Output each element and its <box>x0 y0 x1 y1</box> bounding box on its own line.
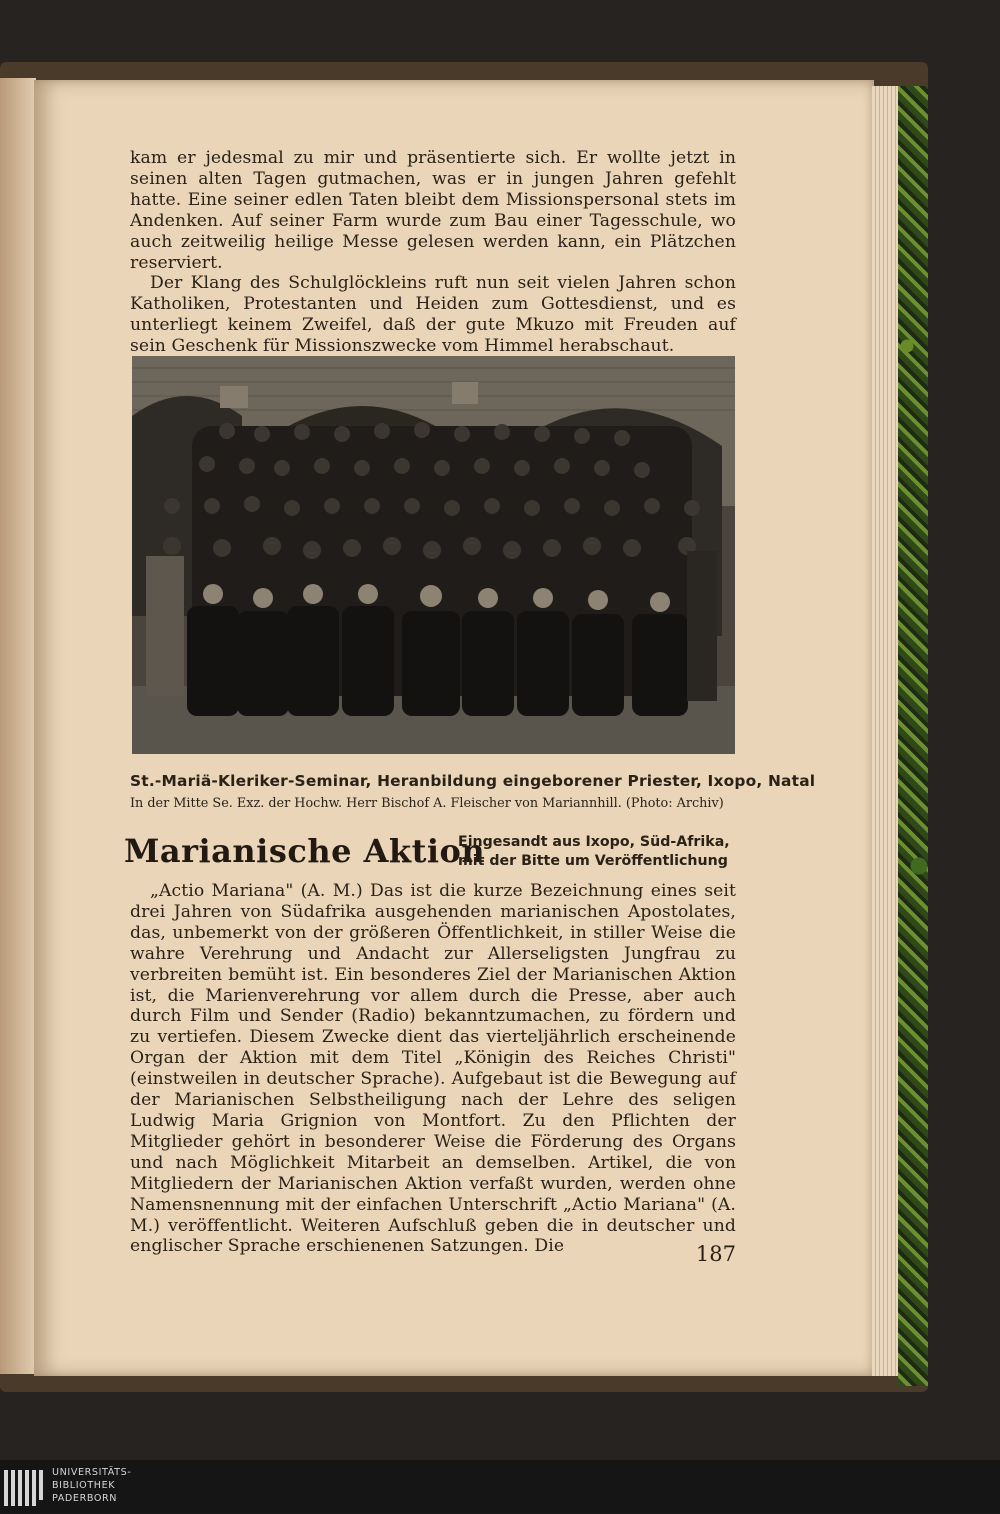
subtitle-line: mit der Bitte um Veröffentlichung <box>458 853 728 869</box>
paragraph: kam er jedesmal zu mir und präsentierte sich. Er wollte jetzt in seinen alten Tagen gutmachen, was er in jungen Jahren gefehlt hatte. Eine seiner edlen Taten bleibt dem Missionspersonal stets im Andenken. Auf seiner Farm wurde zum Bau einer Tagesschule, wo auch zeitweilig heilige Messe gelesen werden kann, ein Plätzchen reserviert. <box>130 148 736 273</box>
left-page-edge <box>0 78 36 1374</box>
page-number: 187 <box>695 1242 736 1266</box>
library-name-line: BIBLIOTHEK <box>52 1480 116 1491</box>
library-name-line: PADERBORN <box>52 1493 118 1504</box>
paragraph: „Actio Mariana" (A. M.) Das ist die kurze Bezeichnung eines seit drei Jahren von Südafrika ausgehenden marianischen Apostolates, das, unbemerkt von der größeren Öffentlichkeit, in stiller Weise die wahre Verehrung und Andacht zur Allerseligsten Jungfrau zu verbreiten bemüht ist. Ein besonderes Ziel der Marianischen Aktion ist, die Marienverehrung vor allem durch die Presse, aber auch durch Film und Sender (Radio) bekanntzumachen, zu fördern und zu vertiefen. Diesem Zwecke dient das vierteljährlich erscheinende Organ der Aktion mit dem Titel „Königin des Reiches Christi" (einstweilen in deutscher Sprache). Aufgebaut ist die Bewegung auf der Marianischen Selbstheiligung nach der Lehre des seligen Ludwig Maria Grignion von Montfort. Zu den Pflichten der Mitglieder gehört in besonderer Weise die Förderung des Organs und nach Möglichkeit Mitarbeit an demselben. Artikel, die von Mitgliedern der Marianischen Aktion verfaßt wurden, werden ohne Namensnennung mit der einfachen Unterschrift „Actio Mariana" (A. M.) veröffentlicht. Weiteren Aufschluß geben die in deutscher und englischer Sprache erschienenen Satzungen. Die <box>130 881 736 1257</box>
intro-text <box>130 148 736 357</box>
group-photo <box>132 356 735 754</box>
photo-credit: In der Mitte Se. Exz. der Hochw. Herr Bischof A. Fleischer von Mariannhill. (Photo: Archiv) <box>130 796 724 811</box>
article-body <box>130 881 736 1257</box>
library-footer <box>0 1460 1000 1513</box>
subtitle-line: Eingesandt aus Ixopo, Süd-Afrika, <box>458 834 730 850</box>
seminary-group-photo <box>132 356 735 754</box>
article-title: Marianische Aktion <box>124 832 486 870</box>
article-subtitle <box>458 833 748 871</box>
library-logo-icon[interactable] <box>2 1466 48 1510</box>
paragraph: Der Klang des Schulglöckleins ruft nun seit vielen Jahren schon Katholiken, Protestanten und Heiden zum Gottesdienst, und es unterliegt keinem Zweifel, daß der gute Mkuzo mit Freuden auf sein Geschenk für Missionszwecke vom Himmel herabschaut. <box>130 273 736 357</box>
photo-caption: St.-Mariä-Kleriker-Seminar, Heranbildung eingeborener Priester, Ixopo, Natal <box>130 772 816 790</box>
library-name-line: UNIVERSITÄTS- <box>52 1467 132 1478</box>
marbled-edge <box>898 86 928 1386</box>
library-name[interactable] <box>52 1466 131 1505</box>
page-stack-edge <box>872 86 898 1376</box>
